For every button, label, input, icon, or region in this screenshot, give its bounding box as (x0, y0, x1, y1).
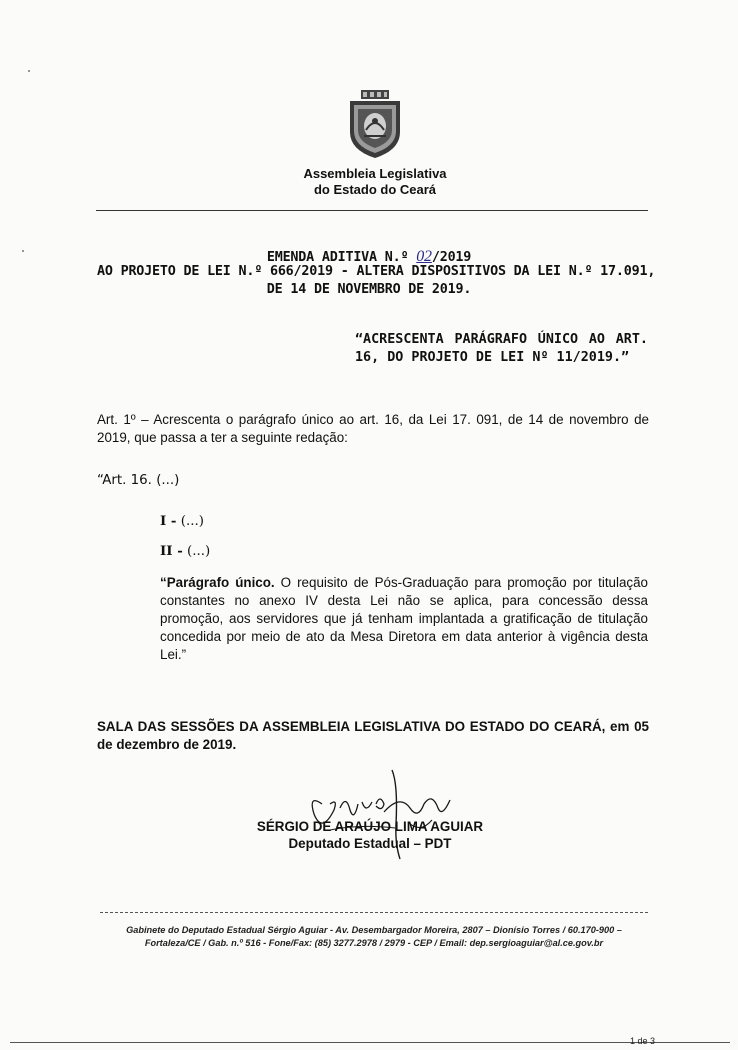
paragrafo-text: O requisito de Pós-Graduação para promoção por titulação constantes no anexo IV desta Lei não se aplica, para concessão dessa promoção, aos servidores que já tenham implantada a gratificação de titulação concedida por meio de ato da Mesa Diretora em data anterior à vigência desta Lei.” (160, 575, 648, 662)
amendment-number: 02 (416, 248, 432, 265)
page-bottom-line (10, 1042, 730, 1043)
footer-divider (100, 912, 648, 913)
paragrafo-unico (160, 574, 648, 664)
session-closing: SALA DAS SESSÕES DA ASSEMBLEIA LEGISLATIVA DO ESTADO DO CEARÁ, em 05 de dezembro de 2019. (97, 719, 649, 752)
inciso-1-number: I - (160, 513, 177, 529)
inciso-1 (160, 513, 204, 529)
page-number: 1 de 3 (630, 1036, 656, 1046)
title-year: /2019 (431, 250, 472, 265)
document-subtitle: AO PROJETO DE LEI N.º 666/2019 - ALTERA DISPOSITIVOS DA LEI N.º 17.091, (97, 264, 656, 279)
institution-name: Assembleia Legislativa (303, 166, 447, 181)
footer-line-2: Fortaleza/CE / Gab. n.º 516 - Fone/Fax: (85) 3277.2978 / 2979 - CEP / Email: dep.sergioaguiar@al.ce.gov.br (144, 938, 604, 948)
institution-state: do Estado do Ceará (313, 182, 437, 197)
inciso-2-text: (...) (182, 544, 211, 559)
article-16: “Art. 16. (...) (97, 473, 180, 488)
paragrafo-label: “Parágrafo único. (160, 575, 275, 590)
inciso-2 (160, 543, 210, 559)
document-subtitle-date: DE 14 DE NOVEMBRO DE 2019. (266, 282, 472, 297)
signatory-role: Deputado Estadual – PDT (288, 836, 452, 851)
scan-speck (28, 70, 30, 72)
signatory-name: SÉRGIO DE ARAÚJO LIMA AGUIAR (256, 819, 484, 834)
scan-speck (22, 250, 24, 252)
ementa: “ACRESCENTA PARÁGRAFO ÚNICO AO ART. 16, DO PROJETO DE LEI Nº 11/2019.” (355, 332, 648, 365)
footer-address (100, 924, 648, 950)
title-prefix: EMENDA ADITIVA N.º (266, 250, 417, 265)
footer-line-1: Gabinete do Deputado Estadual Sérgio Aguiar - Av. Desembargador Moreira, 2807 – Dionísio Torres / 60.170-900 – (126, 925, 622, 935)
header-divider (96, 210, 648, 211)
article-1: Art. 1º – Acrescenta o parágrafo único ao art. 16, da Lei 17. 091, de 14 de novembro de 2019, que passa a ter a seguinte redação: (97, 412, 649, 445)
coat-of-arms-icon (344, 88, 406, 160)
inciso-2-number: II - (160, 543, 183, 559)
inciso-1-text: (...) (176, 514, 204, 529)
